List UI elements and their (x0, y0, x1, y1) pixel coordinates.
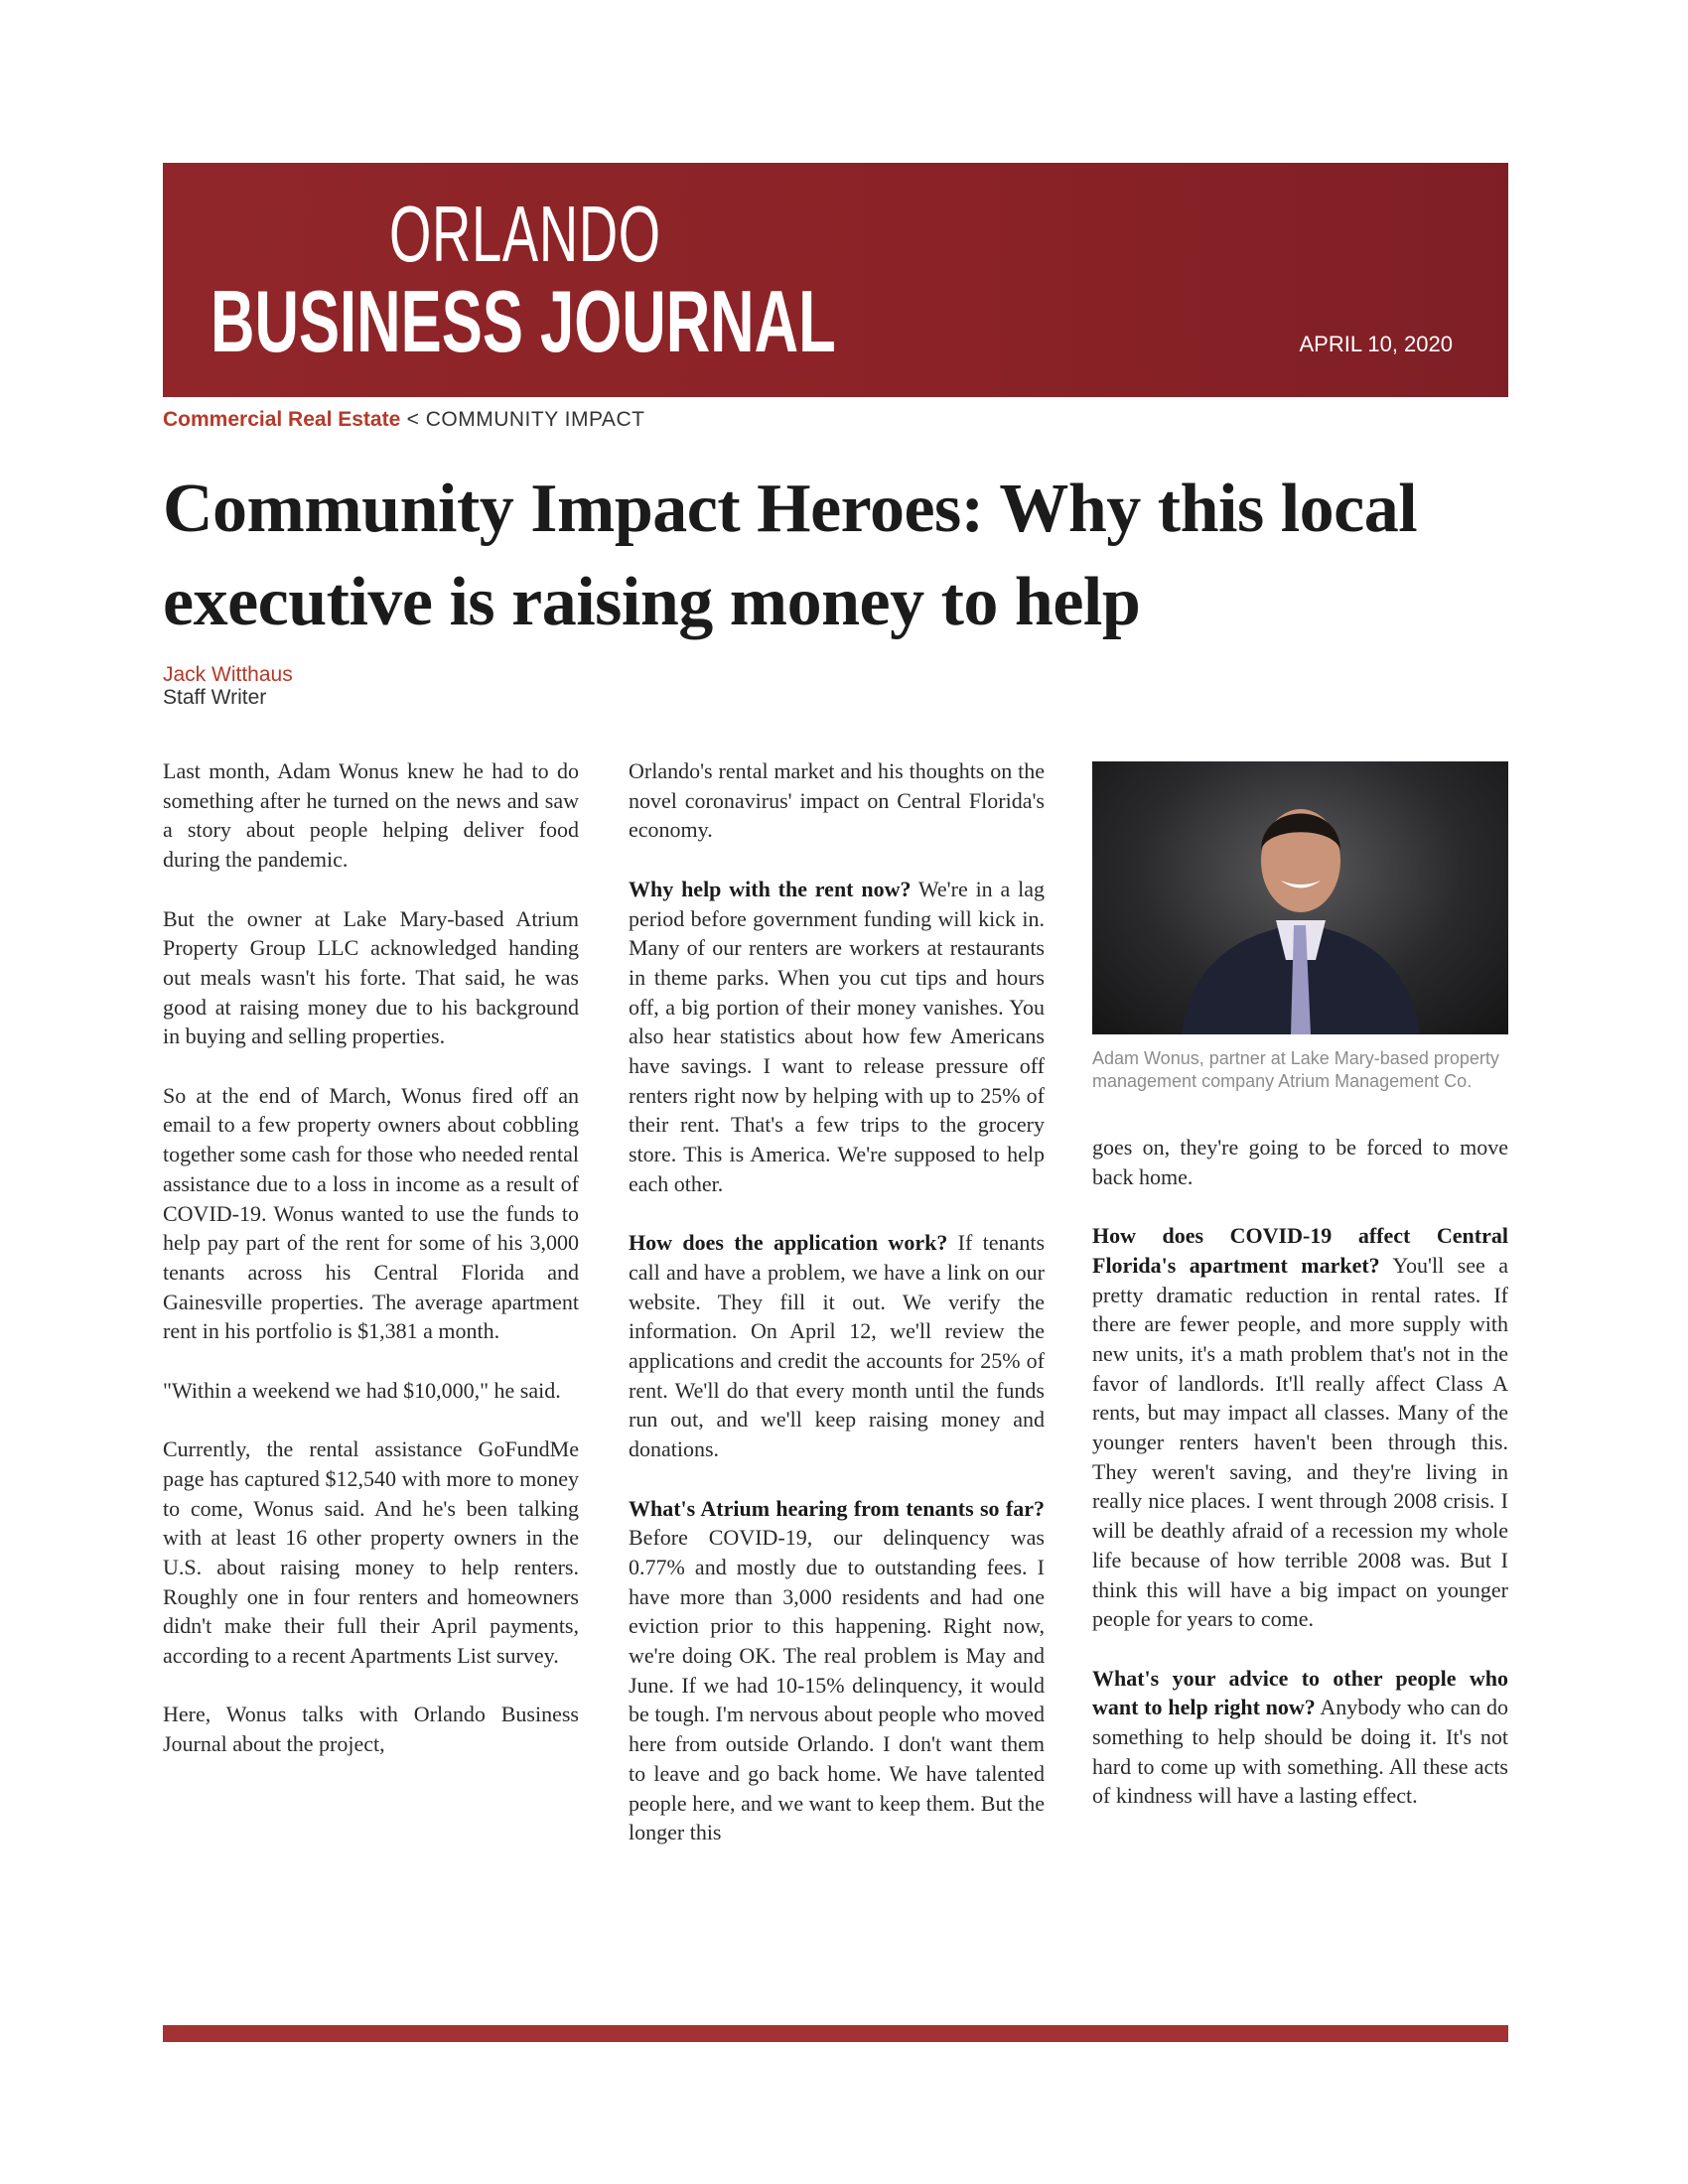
article-paragraph (163, 1081, 579, 1346)
article-header (163, 407, 1533, 709)
paragraph-text: Anybody who can do something to help should be doing it. It's not hard to come up with something. All these acts of kindness will have a lasting effect. (1092, 1695, 1508, 1809)
breadcrumb (163, 407, 1533, 433)
paragraph-text: Currently, the rental assistance GoFundMe page has captured $12,540 with more to money to come, Wonus said. And he's been talking with at least 16 other property owners in the U.S. about raising money to help renters. Roughly one in four renters and homeowners didn't make their full their April payments, according to a recent Apartments List survey. (163, 1436, 579, 1669)
breadcrumb-section-link[interactable]: Commercial Real Estate (163, 408, 401, 431)
article-paragraph (1092, 1133, 1508, 1191)
article-paragraph (163, 1700, 579, 1758)
paragraph-text: So at the end of March, Wonus fired off an email to a few property owners about cobbling together some cash for those who needed rental assistance due to a loss in income as a result of COVID-19. Wonus wanted to use the funds to help pay part of the rent for some of his 3,000 tenants across his Central Florida and Gainesville properties. The average apartment rent in his portfolio is $1,381 a month. (163, 1082, 579, 1344)
masthead-logo (211, 190, 1104, 370)
question-lead: What's Atrium hearing from tenants so far? (629, 1495, 1045, 1521)
article-paragraph (629, 756, 1045, 845)
paragraph-text: Orlando's rental market and his thoughts on the novel coronavirus' impact on Central Florida's economy. (629, 758, 1045, 843)
paragraph-text: But the owner at Lake Mary-based Atrium Property Group LLC acknowledged handing out meals wasn't his forte. That said, he was good at raising money due to his background in buying and selling properties. (163, 905, 579, 1049)
question-lead: Why help with the rent now? (629, 876, 912, 901)
article-paragraph (163, 1376, 579, 1406)
article-column-3 (1092, 1133, 1508, 1811)
author-role: Staff Writer (163, 686, 267, 709)
person-portrait-image (1092, 761, 1508, 1034)
article-paragraph (629, 1228, 1045, 1464)
portrait-photo (1092, 761, 1508, 1034)
question-lead: What's your advice to other people who want to help right now? (1092, 1665, 1508, 1720)
breadcrumb-separator: < (400, 408, 426, 431)
footer-bar (163, 2025, 1508, 2042)
article-column-2 (629, 756, 1045, 1877)
masthead-logo-line1: ORLANDO (389, 190, 661, 278)
article-paragraph (163, 1434, 579, 1671)
article-paragraph (163, 756, 579, 875)
masthead-logo-line2: BUSINESS JOURNAL (211, 272, 836, 370)
paragraph-text: Last month, Adam Wonus knew he had to do something after he turned on the news and saw a story about people helping deliver food during the pandemic. (163, 758, 579, 873)
photo-caption: Adam Wonus, partner at Lake Mary-based property management company Atrium Management Co. (1092, 1048, 1499, 1091)
article-paragraph (629, 1494, 1045, 1847)
article-paragraph (163, 904, 579, 1052)
article-paragraph (629, 875, 1045, 1199)
question-lead: How does the application work? (629, 1230, 948, 1256)
question-lead: How does COVID-19 affect Central Florida's apartment market? (1092, 1223, 1508, 1278)
author-name[interactable]: Jack Witthaus (163, 663, 293, 686)
headline: Community Impact Heroes: Why this local executive is raising money to help (163, 471, 1418, 640)
paragraph-text: Here, Wonus talks with Orlando Business Journal about the project, (163, 1702, 579, 1757)
paragraph-text: goes on, they're going to be forced to move back home. (1092, 1135, 1508, 1189)
article-paragraph (1092, 1664, 1508, 1812)
right-column (1092, 761, 1508, 1841)
paragraph-text: If tenants call and have a problem, we have a link on our website. They fill it out. We verify the information. On April 12, we'll review the applications and credit the accounts for 25% of rent. We'll do that every month until the funds run out, and we'll keep raising money and donations. (629, 1230, 1045, 1462)
paragraph-text: You'll see a pretty dramatic reduction in rental rates. If there are fewer people, and more supply with new units, it's a math problem that's not in the favor of landlords. It'll really affect Class A rents, but may impact all classes. Many of the younger renters haven't been through this. They weren't saving, and they're living in really nice places. I went through 2008 crisis. I will be deathly afraid of a recession my whole life because of how terrible 2008 was. But I think this will have a big impact on younger people for years to come. (1092, 1252, 1508, 1632)
paragraph-text: We're in a lag period before government funding will kick in. Many of our renters are workers at restaurants in theme parks. When you cut tips and hours off, a big portion of their money vanishes. You also hear statistics about how few Americans have savings. I want to release pressure off renters right now by helping with up to 25% of their rent. That's a few trips to the grocery store. This is America. We're supposed to help each other. (629, 876, 1045, 1196)
masthead-banner (163, 163, 1508, 397)
article-column-1 (163, 756, 579, 1789)
article-paragraph (1092, 1221, 1508, 1634)
paragraph-text: Before COVID-19, our delinquency was 0.77% and mostly due to outstanding fees. I have more than 3,000 residents and had one eviction prior to this happening. Right now, we're doing OK. The real problem is May and June. If we had 10-15% delinquency, it would be tough. I'm nervous about people who moved here from outside Orlando. I don't want them to leave and go back home. We have talented people here, and we want to keep them. But the longer this (629, 1525, 1045, 1845)
paragraph-text: "Within a weekend we had $10,000," he said. (163, 1377, 561, 1403)
issue-date: APRIL 10, 2020 (1299, 332, 1453, 356)
breadcrumb-subsection: COMMUNITY IMPACT (425, 408, 645, 431)
